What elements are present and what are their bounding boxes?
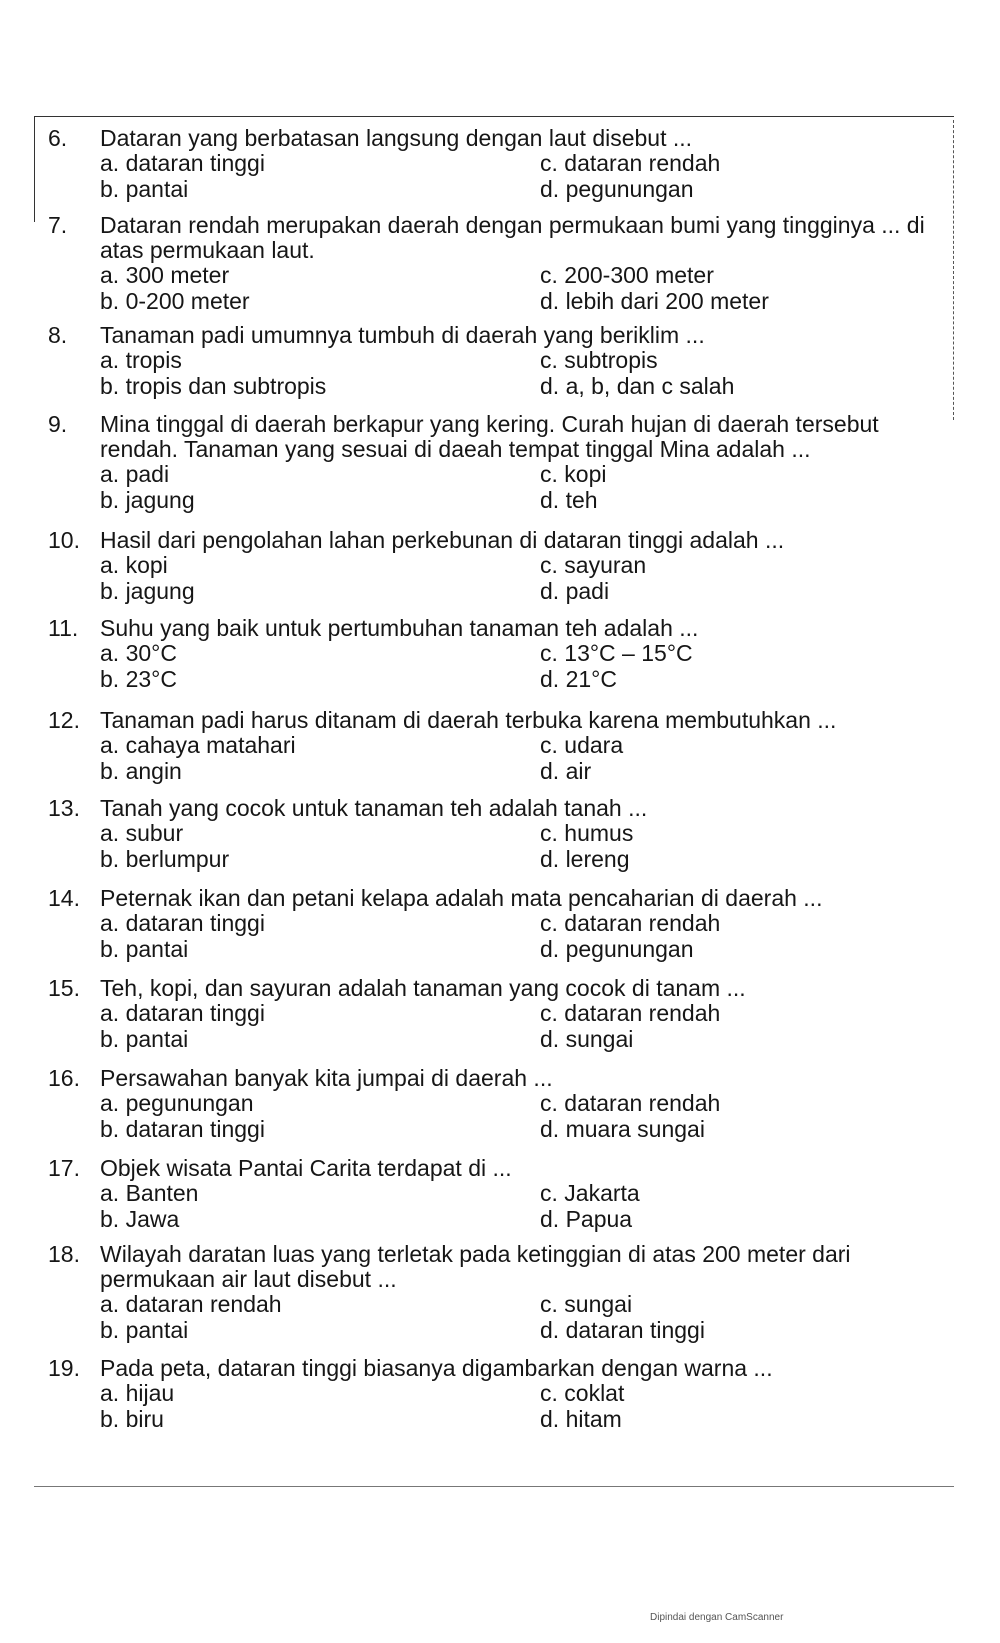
- option-b: b. jagung: [100, 577, 195, 604]
- option-a: a. pegunungan: [100, 1090, 254, 1116]
- option-b: b. pantai: [100, 935, 189, 962]
- option-a: a. dataran tinggi: [100, 1000, 265, 1026]
- question-text: Tanaman padi umumnya tumbuh di daerah yang beriklim ...: [100, 322, 705, 348]
- question-number: 16.: [48, 1065, 80, 1091]
- option-b: b. berlumpur: [100, 845, 230, 872]
- question-text: Wilayah daratan luas yang terletak pada ketinggian di atas 200 meter dari permukaan air laut disebut ...: [100, 1241, 851, 1292]
- option-b: b. 23°C: [100, 665, 177, 692]
- option-d: d. air: [540, 757, 592, 784]
- option-c: c. humus: [540, 820, 634, 846]
- question-text: Mina tinggal di daerah berkapur yang kering. Curah hujan di daerah tersebut rendah. Tanaman yang sesuai di daeah tempat tinggal Mina adalah ...: [100, 411, 879, 462]
- question-13: [48, 796, 948, 872]
- option-b: b. biru: [100, 1405, 164, 1432]
- option-a: a. Banten: [100, 1180, 199, 1206]
- question-number: 13.: [48, 795, 80, 821]
- question-text: Persawahan banyak kita jumpai di daerah ...: [100, 1065, 553, 1091]
- option-a: a. cahaya matahari: [100, 732, 296, 758]
- option-d: d. sungai: [540, 1025, 634, 1052]
- option-b: b. Jawa: [100, 1205, 180, 1232]
- option-d: d. Papua: [540, 1205, 633, 1232]
- question-number: 11.: [48, 615, 79, 641]
- option-c: c. sayuran: [540, 552, 647, 578]
- option-d: d. lereng: [540, 845, 630, 872]
- question-text: Objek wisata Pantai Carita terdapat di ...: [100, 1155, 512, 1181]
- option-b: b. jagung: [100, 486, 195, 513]
- question-text: Peternak ikan dan petani kelapa adalah mata pencaharian di daerah ...: [100, 885, 823, 911]
- option-b: b. dataran tinggi: [100, 1115, 265, 1142]
- option-c: c. dataran rendah: [540, 1090, 721, 1116]
- question-text: Suhu yang baik untuk pertumbuhan tanaman teh adalah ...: [100, 615, 699, 641]
- question-number: 6.: [48, 125, 68, 151]
- question-number: 18.: [48, 1241, 80, 1267]
- option-d: d. pegunungan: [540, 175, 694, 202]
- question-11: [48, 616, 948, 692]
- question-number: 10.: [48, 527, 80, 553]
- option-d: d. pegunungan: [540, 935, 694, 962]
- option-d: d. padi: [540, 577, 610, 604]
- question-18: [48, 1242, 948, 1343]
- option-d: d. teh: [540, 486, 598, 513]
- option-a: a. hijau: [100, 1380, 175, 1406]
- frame-left-line: [34, 116, 35, 222]
- question-6: [48, 126, 948, 202]
- question-number: 15.: [48, 975, 80, 1001]
- question-19: [48, 1356, 948, 1432]
- question-10: [48, 528, 948, 604]
- option-c: c. sungai: [540, 1291, 633, 1317]
- question-number: 9.: [48, 411, 68, 437]
- option-d: d. a, b, dan c salah: [540, 372, 735, 399]
- option-b: b. pantai: [100, 1316, 189, 1343]
- option-a: a. kopi: [100, 552, 168, 578]
- question-number: 7.: [48, 212, 68, 238]
- scanner-watermark: Dipindai dengan CamScanner: [650, 1612, 784, 1623]
- question-text: Dataran yang berbatasan langsung dengan laut disebut ...: [100, 125, 693, 151]
- question-15: [48, 976, 948, 1052]
- question-text: Teh, kopi, dan sayuran adalah tanaman yang cocok di tanam ...: [100, 975, 746, 1001]
- option-a: a. padi: [100, 461, 170, 487]
- option-b: b. pantai: [100, 1025, 189, 1052]
- option-a: a. subur: [100, 820, 184, 846]
- question-number: 8.: [48, 322, 68, 348]
- option-c: c. 200-300 meter: [540, 262, 714, 288]
- option-c: c. coklat: [540, 1380, 625, 1406]
- question-number: 19.: [48, 1355, 80, 1381]
- option-c: c. udara: [540, 732, 624, 758]
- option-b: b. tropis dan subtropis: [100, 372, 327, 399]
- question-text: Dataran rendah merupakan daerah dengan permukaan bumi yang tingginya ... di atas permukaan laut.: [100, 212, 925, 263]
- option-d: d. 21°C: [540, 665, 617, 692]
- option-c: c. 13°C – 15°C: [540, 640, 693, 666]
- question-9: [48, 412, 948, 513]
- option-b: b. 0-200 meter: [100, 287, 250, 314]
- question-text: Hasil dari pengolahan lahan perkebunan di dataran tinggi adalah ...: [100, 527, 785, 553]
- option-d: d. dataran tinggi: [540, 1316, 705, 1343]
- option-d: d. lebih dari 200 meter: [540, 287, 769, 314]
- option-b: b. pantai: [100, 175, 189, 202]
- option-c: c. subtropis: [540, 347, 658, 373]
- question-12: [48, 708, 948, 784]
- option-c: c. dataran rendah: [540, 150, 721, 176]
- option-c: c. kopi: [540, 461, 607, 487]
- question-14: [48, 886, 948, 962]
- question-17: [48, 1156, 948, 1232]
- question-7: [48, 213, 948, 314]
- frame-bottom-line: [34, 1486, 954, 1487]
- question-text: Pada peta, dataran tinggi biasanya digambarkan dengan warna ...: [100, 1355, 773, 1381]
- option-a: a. 30°C: [100, 640, 177, 666]
- option-d: d. hitam: [540, 1405, 622, 1432]
- question-16: [48, 1066, 948, 1142]
- question-text: Tanaman padi harus ditanam di daerah terbuka karena membutuhkan ...: [100, 707, 837, 733]
- option-c: c. dataran rendah: [540, 1000, 721, 1026]
- option-c: c. Jakarta: [540, 1180, 640, 1206]
- frame-top-line: [34, 116, 954, 117]
- option-a: a. tropis: [100, 347, 182, 373]
- option-b: b. angin: [100, 757, 182, 784]
- option-d: d. muara sungai: [540, 1115, 705, 1142]
- question-number: 14.: [48, 885, 80, 911]
- option-a: a. dataran tinggi: [100, 150, 265, 176]
- question-number: 12.: [48, 707, 80, 733]
- option-a: a. dataran rendah: [100, 1291, 282, 1317]
- question-number: 17.: [48, 1155, 80, 1181]
- option-a: a. 300 meter: [100, 262, 230, 288]
- option-c: c. dataran rendah: [540, 910, 721, 936]
- question-text: Tanah yang cocok untuk tanaman teh adalah tanah ...: [100, 795, 648, 821]
- option-a: a. dataran tinggi: [100, 910, 265, 936]
- question-8: [48, 323, 948, 399]
